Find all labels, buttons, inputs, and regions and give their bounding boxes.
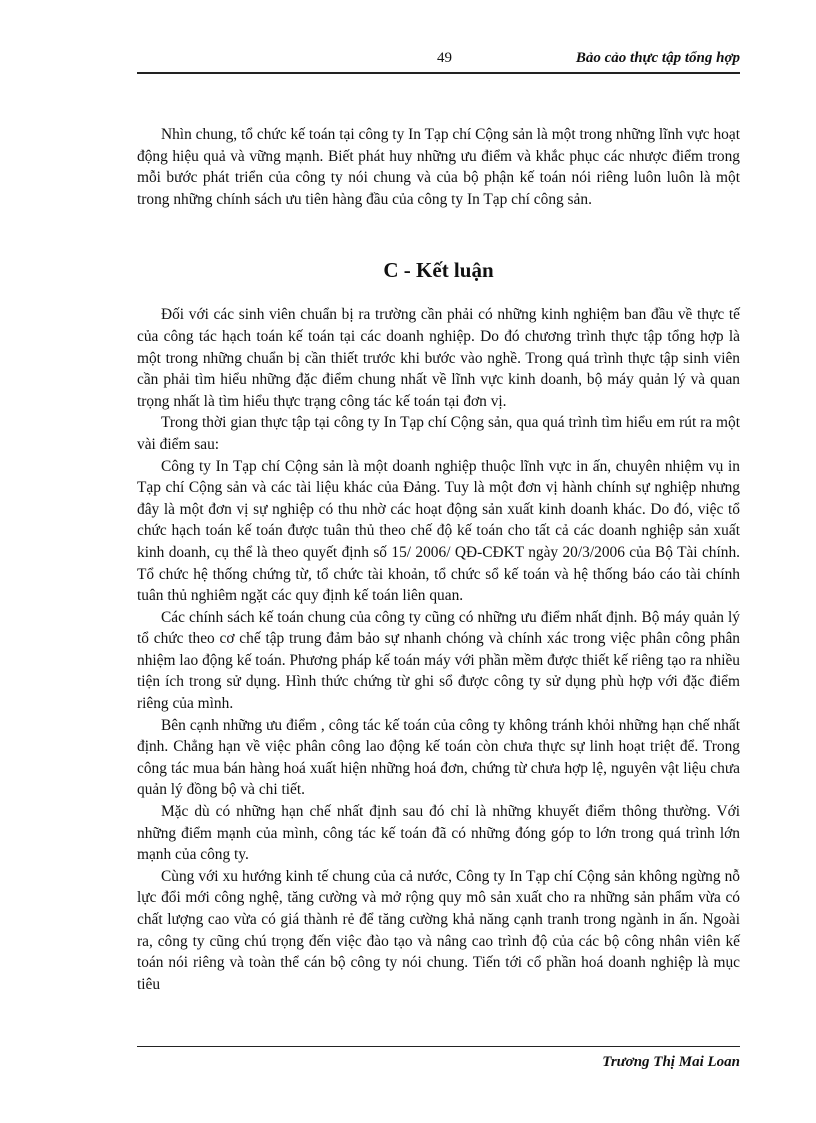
document-title: Bảo cảo thực tập tổng hợp [575, 50, 740, 66]
footer-rule [137, 1046, 740, 1047]
header-rule [137, 72, 740, 74]
page-number: 49 [437, 50, 452, 66]
conclusion-paragraph-6: Mặc dù có những hạn chế nhất định sau đó chỉ là những khuyết điểm thông thường. Với những điểm mạnh của mình, công tác kế toán đã có những đóng góp to lớn trong quá trình lớn mạnh của công ty. [137, 803, 740, 864]
page-footer [137, 1046, 740, 1071]
conclusion-paragraph-5: Bên cạnh những ưu điểm , công tác kế toán của công ty không tránh khỏi những hạn chế nhất định. Chẳng hạn về việc phân công lao động kế toán còn chưa thực sự linh hoạt triệt để. Trong công tác mua bán hàng hoá xuất hiện những hoá đơn, chứng từ chưa hợp lệ, nguyên vật liệu chưa quản lý đồng bộ và chi tiết. [137, 716, 740, 799]
conclusion-paragraph-3: Công ty In Tạp chí Cộng sản là một doanh nghiệp thuộc lĩnh vực in ấn, chuyên nhiệm vụ in Tạp chí Cộng sản và các tài liệu khác của Đảng. Tuy là một đơn vị hành chính sự nghiệp nhưng đây là một đơn vị sự nghiệp có thu nhờ các hoạt động sản xuất kinh doanh khác. Do đó, việc tổ chức hạch toán kế toán được tuân thủ theo chế độ kế toán cho tất cả các doanh nghiệp sản xuất kinh doanh, cụ thể là theo quyết định số 15/ 2006/ QĐ-CĐKT ngày 20/3/2006 của Bộ Tài chính. Tổ chức hệ thống chứng từ, tổ chức tài khoản, tổ chức sổ kế toán và hệ thống báo cáo tài chính tuân thủ nghiêm ngặt các quy định kế toán liên quan. [137, 457, 740, 605]
intro-paragraph: Nhìn chung, tổ chức kế toán tại công ty In Tạp chí Cộng sản là một trong những lĩnh vực hoạt động hiệu quả và vững mạnh. Biết phát huy những ưu điểm và khắc phục các nhược điểm trong mỗi bước phát triển của công ty nói chung và của bộ phận kế toán nói riêng luôn luôn là một trong những chính sách ưu tiên hàng đầu của công ty In Tạp chí công sản. [137, 126, 740, 208]
conclusion-paragraph-1: Đối với các sinh viên chuẩn bị ra trường cần phải có những kinh nghiệm ban đầu về thực tế của công tác hạch toán kế toán tại các doanh nghiệp. Do đó chương trình thực tập tổng hợp là một trong những chuẩn bị cần thiết trước khi bước vào nghề. Trong quá trình thực tập sinh viên cần phải tìm hiểu những đặc điểm chung nhất về lĩnh vực kinh doanh, bộ máy quản lý và quan trọng nhất là tìm hiểu thực trạng công tác kế toán tại đơn vị. [137, 306, 740, 410]
page-body [137, 124, 740, 995]
conclusion-paragraph-2: Trong thời gian thực tập tại công ty In Tạp chí Cộng sản, qua quá trình tìm hiểu em rút ra một vài điểm sau: [137, 414, 740, 453]
conclusion-paragraph-4: Các chính sách kế toán chung của công ty cũng có những ưu điểm nhất định. Bộ máy quản lý tổ chức theo cơ chế tập trung đảm bảo sự nhanh chóng và chính xác trong việc phân công phân nhiệm lao động kế toán. Phương pháp kế toán máy với phần mềm được thiết kế riêng tạo ra nhiều tiện ích trong sử dụng. Hình thức chứng từ ghi sổ được công ty sử dụng phù hợp với đặc điểm riêng của mình. [137, 608, 740, 713]
section-heading: C - Kết luận [383, 258, 494, 283]
conclusion-paragraph-7: Cùng với xu hướng kinh tế chung của cả nước, Công ty In Tạp chí Cộng sản không ngừng nỗ lực đổi mới công nghệ, tăng cường và mở rộng quy mô sản xuất cho ra những sản phẩm vừa có chất lượng cao vừa có giá thành rẻ để tăng cường khả năng cạnh tranh trong ngành in ấn. Ngoài ra, công ty cũng chú trọng đến việc đào tạo và nâng cao trình độ của các bộ công nhân viên kế toán nói riêng và toàn thể cán bộ công ty nói chung. Tiến tới cổ phần hoá doanh nghiệp là mục tiêu [137, 867, 740, 993]
page-header [137, 48, 740, 74]
author-name: Trương Thị Mai Loan [602, 1054, 740, 1070]
